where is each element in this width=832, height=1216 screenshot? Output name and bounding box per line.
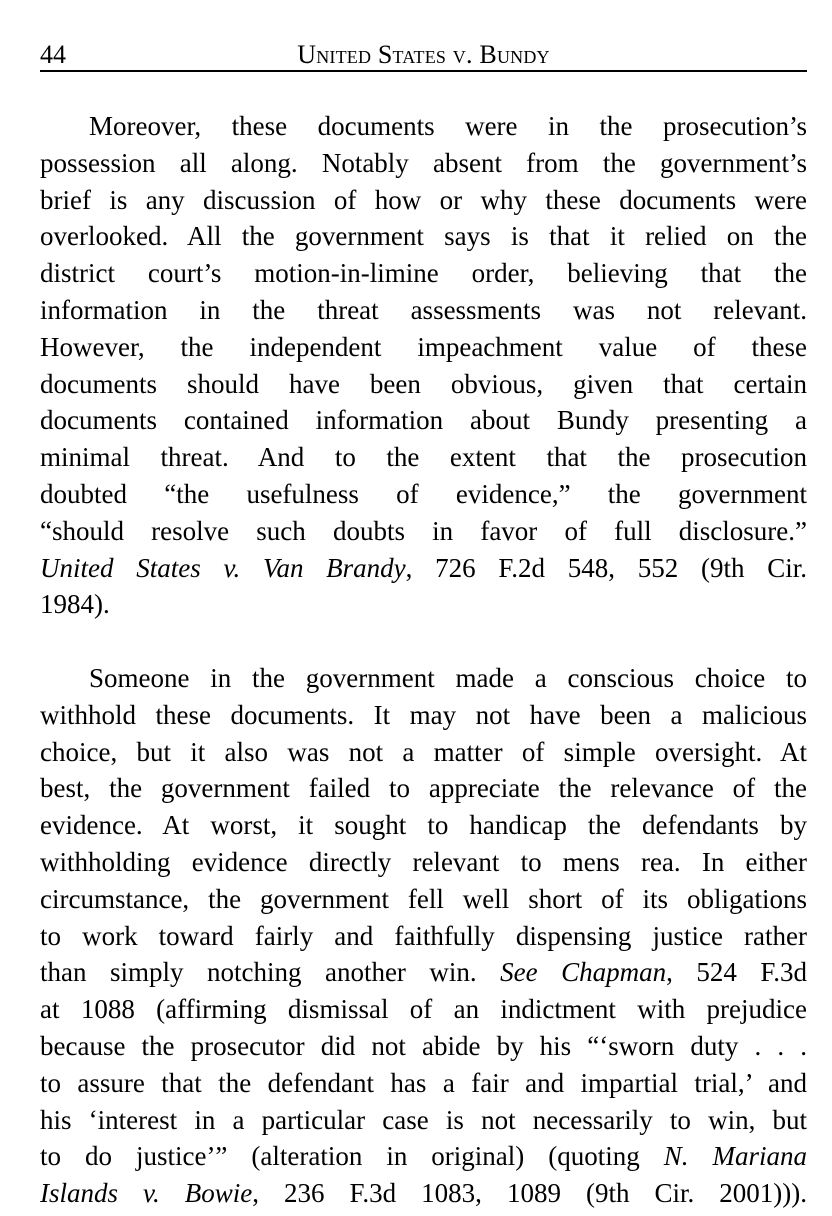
text-run: brief is any discussion of how or why these documents were (40, 184, 807, 215)
text-line (40, 1028, 807, 1065)
text-run: withholding evidence directly relevant to mens rea. In either (40, 846, 807, 877)
text-run: district court’s motion-in-limine order, believing that the (40, 258, 807, 289)
text-run: , 236 F.3d 1083, 1089 (9th Cir. 2001))). (252, 1178, 807, 1209)
text-run: to do justice’” (alteration in original) (quoting (40, 1141, 664, 1172)
text-line (40, 439, 807, 476)
text-line (40, 1138, 807, 1175)
text-run: minimal threat. And to the extent that the prosecution (40, 442, 807, 473)
text-line (40, 182, 807, 219)
text-run: “should resolve such doubts in favor of full disclosure.” (40, 515, 807, 546)
text-line (40, 918, 807, 955)
text-run: choice, but it also was not a matter of simple oversight. At (40, 736, 807, 767)
text-line (40, 218, 807, 255)
page-number: 44 (40, 40, 66, 69)
text-line (40, 145, 807, 182)
text-line (40, 513, 807, 550)
text-line (40, 550, 807, 587)
text-line (40, 770, 807, 807)
text-line (40, 402, 807, 439)
text-run: because the prosecutor did not abide by his “‘sworn duty . . . (40, 1030, 807, 1061)
text-line (40, 255, 807, 292)
text-line (40, 329, 807, 366)
text-run: Moreover, these documents were in the prosecution’s (89, 111, 807, 141)
text-run: to work toward fairly and faithfully dispensing justice rather (40, 920, 807, 951)
text-run: information in the threat assessments was not relevant. (40, 294, 807, 325)
paragraph-1 (40, 108, 807, 623)
text-line (40, 476, 807, 513)
text-run: , 524 F.3d (666, 957, 807, 988)
text-line (40, 586, 807, 623)
text-run: doubted “the usefulness of evidence,” the government (40, 478, 807, 509)
text-run: withhold these documents. It may not have been a malicious (40, 699, 807, 730)
text-run: However, the independent impeachment value of these (40, 331, 807, 362)
text-line (40, 1175, 807, 1212)
text-run: to assure that the defendant has a fair and impartial trial,’ and (40, 1067, 807, 1098)
text-line (40, 954, 807, 991)
text-line (40, 734, 807, 771)
running-title: United States v. Bundy (297, 40, 550, 69)
text-line (40, 881, 807, 918)
text-run: documents contained information about Bundy presenting a (40, 405, 807, 436)
text-run: 1984). (40, 589, 110, 620)
text-run: at 1088 (affirming dismissal of an indictment with prejudice (40, 994, 807, 1025)
text-line (40, 366, 807, 403)
citation-italic: Islands v. Bowie (40, 1178, 253, 1209)
text-line (40, 844, 807, 881)
citation-italic: United States v. Van Brandy (40, 552, 406, 583)
citation-italic: N. Mariana (663, 1141, 807, 1172)
paragraph-2 (40, 660, 807, 1212)
running-header (40, 34, 807, 72)
text-run: evidence. At worst, it sought to handicap the defendants by (40, 810, 807, 841)
text-run: possession all along. Notably absent from the government’s (40, 147, 807, 178)
text-line (40, 1102, 807, 1139)
text-run: , 726 F.2d 548, 552 (9th Cir. (405, 552, 807, 583)
text-line (40, 292, 807, 329)
text-run: his ‘interest in a particular case is not necessarily to win, but (40, 1104, 807, 1135)
document-page (40, 0, 807, 1216)
citation-italic: See Chapman (500, 957, 667, 988)
text-run: circumstance, the government fell well short of its obligations (40, 883, 807, 914)
text-run: than simply notching another win. (40, 957, 501, 988)
opinion-body (40, 108, 807, 1212)
text-run: overlooked. All the government says is that it relied on the (40, 221, 807, 252)
text-line (40, 108, 807, 145)
text-line (40, 697, 807, 734)
text-line (40, 1065, 807, 1102)
text-run: best, the government failed to appreciate the relevance of the (40, 773, 807, 804)
text-line (40, 660, 807, 697)
text-run: documents should have been obvious, given that certain (40, 368, 807, 399)
text-line (40, 807, 807, 844)
text-line (40, 991, 807, 1028)
text-run: Someone in the government made a conscious choice to (89, 662, 807, 693)
